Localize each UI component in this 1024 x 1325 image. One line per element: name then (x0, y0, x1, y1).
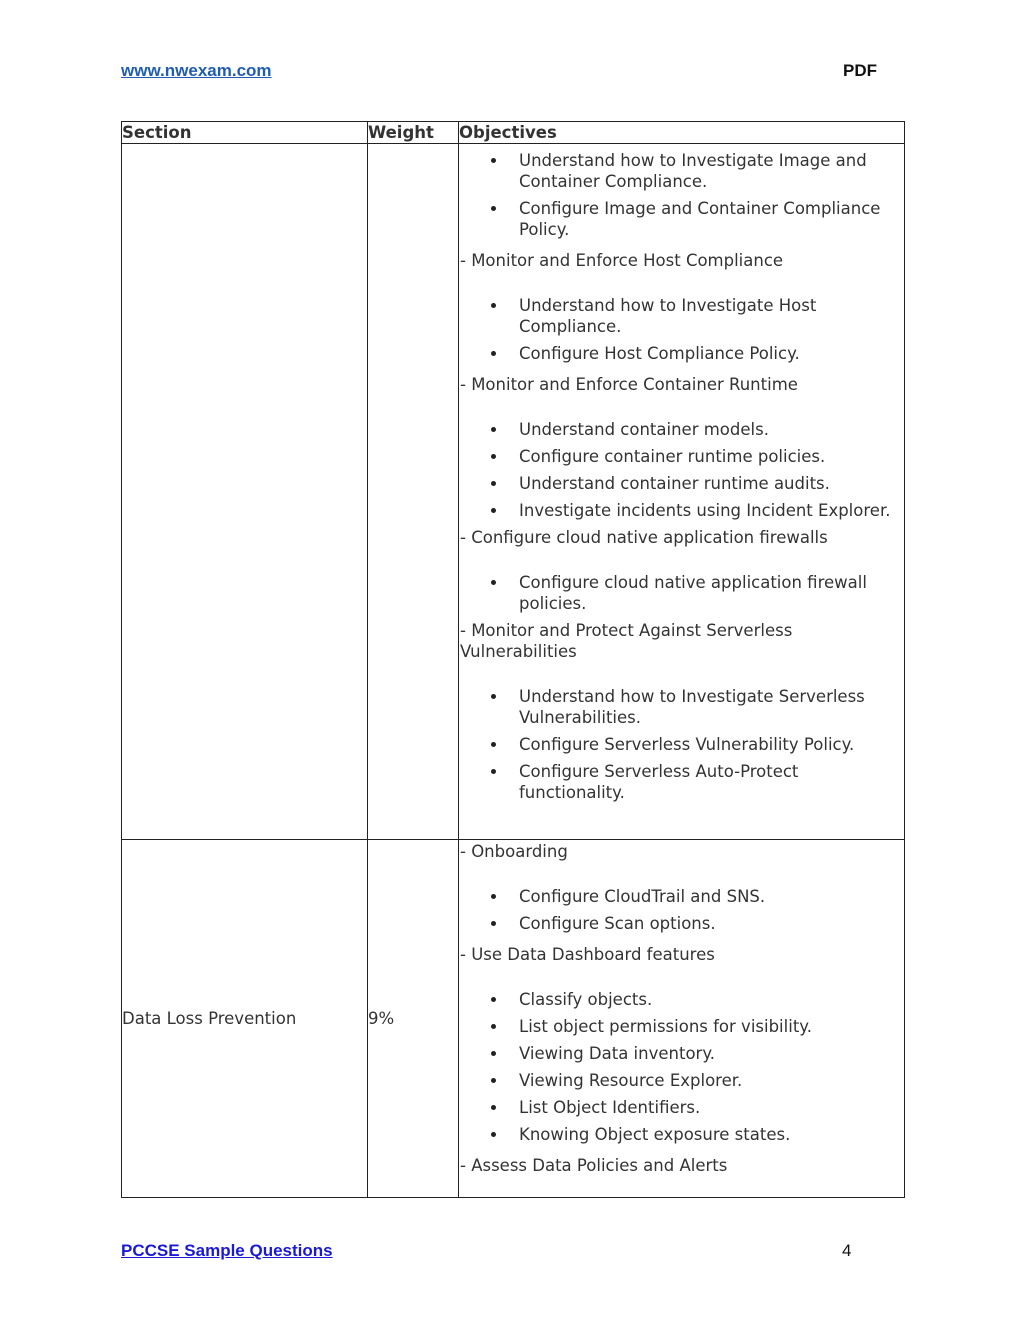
objective-bullet: Configure container runtime policies. (459, 446, 904, 467)
objectives-cell (459, 840, 905, 1198)
objective-bullet: Understand container runtime audits. (459, 473, 904, 494)
objective-heading: - Assess Data Policies and Alerts (460, 1156, 728, 1175)
objective-heading: - Monitor and Enforce Host Compliance (460, 251, 784, 270)
objective-heading: - Monitor and Enforce Container Runtime (460, 375, 798, 394)
weight-cell (368, 144, 459, 840)
objectives-cell (459, 144, 905, 840)
weight-cell: 9% (368, 840, 459, 1198)
table-row (122, 840, 905, 1198)
objective-bullet: Configure Serverless Auto-Protect functionality. (459, 761, 904, 803)
objective-heading: - Configure cloud native application firewalls (460, 528, 828, 547)
table-header-row (122, 122, 905, 144)
objective-bullet: Viewing Data inventory. (459, 1043, 904, 1064)
objective-bullet: Understand container models. (459, 419, 904, 440)
page-number: 4 (842, 1241, 852, 1260)
objective-bullet: Classify objects. (459, 989, 904, 1010)
table-row (122, 144, 905, 840)
objective-bullet: Configure Image and Container Compliance Policy. (459, 198, 904, 240)
column-header-weight: Weight (368, 122, 459, 144)
objective-heading: - Use Data Dashboard features (460, 945, 715, 964)
section-cell: Data Loss Prevention (122, 840, 368, 1198)
objective-bullet: Configure Serverless Vulnerability Policy. (459, 734, 904, 755)
objective-heading: - Monitor and Protect Against Serverless Vulnerabilities (460, 621, 793, 661)
footer-title-link[interactable]: PCCSE Sample Questions (121, 1241, 333, 1260)
objective-heading: - Onboarding (460, 842, 568, 861)
section-cell (122, 144, 368, 840)
objective-bullet: List Object Identifiers. (459, 1097, 904, 1118)
objective-bullet: Understand how to Investigate Serverless Vulnerabilities. (459, 686, 904, 728)
objective-bullet: Understand how to Investigate Host Compliance. (459, 295, 904, 337)
column-header-objectives: Objectives (459, 122, 905, 144)
objectives-table (121, 121, 905, 1198)
objective-bullet: Understand how to Investigate Image and Container Compliance. (459, 150, 904, 192)
objective-bullet: Knowing Object exposure states. (459, 1124, 904, 1145)
objective-bullet: Viewing Resource Explorer. (459, 1070, 904, 1091)
objective-bullet: Configure CloudTrail and SNS. (459, 886, 904, 907)
objective-bullet: Configure Scan options. (459, 913, 904, 934)
objective-bullet: Investigate incidents using Incident Explorer. (459, 500, 904, 521)
objective-bullet: List object permissions for visibility. (459, 1016, 904, 1037)
format-label: PDF (843, 61, 877, 80)
objective-bullet: Configure Host Compliance Policy. (459, 343, 904, 364)
column-header-section: Section (122, 122, 368, 144)
site-link[interactable]: www.nwexam.com (121, 61, 272, 80)
objective-bullet: Configure cloud native application firewall policies. (459, 572, 904, 614)
